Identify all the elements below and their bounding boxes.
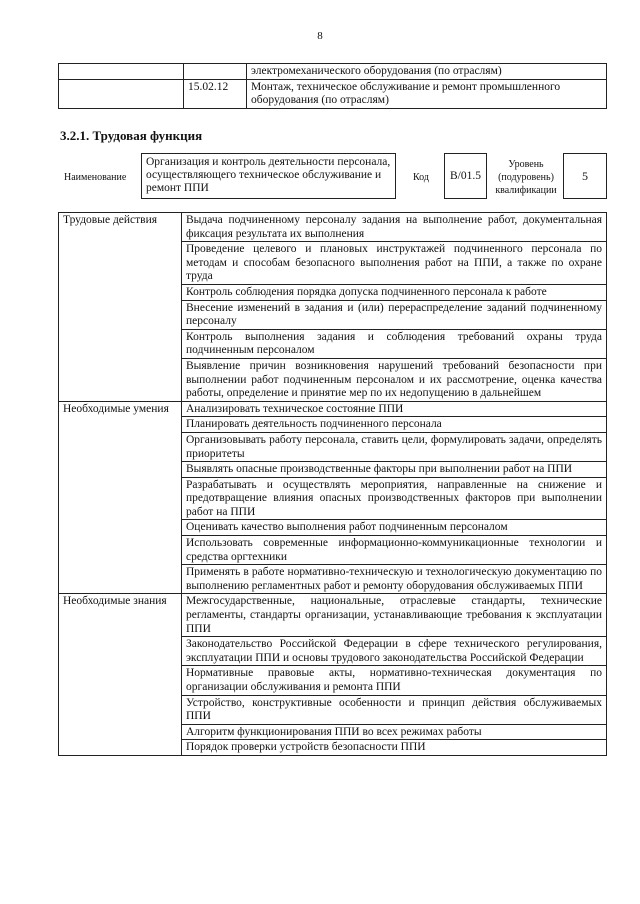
code-label: Код xyxy=(413,172,429,183)
category-required-knowledge: Необходимые знания xyxy=(59,594,182,756)
labor-action-item: Проведение целевого и плановых инструктажей подчиненного персонала по методам и способам безопасного выполнения работ на ППИ, а также по охране труда xyxy=(182,242,607,285)
category-labor-actions: Трудовые действия xyxy=(59,213,182,402)
table-cell-empty xyxy=(59,80,184,109)
category-required-skills: Необходимые умения xyxy=(59,401,182,594)
qualification-table xyxy=(58,63,607,109)
skill-item: Организовывать работу персонала, ставить цели, формулировать задачи, определять приоритеты xyxy=(182,432,607,461)
skill-item: Применять в работе нормативно-техническую и технологическую документацию по выполнению регламентных работ и ремонту оборудования обслуживаемых ППИ xyxy=(182,565,607,594)
table-row xyxy=(59,64,607,80)
knowledge-item: Порядок проверки устройств безопасности ППИ xyxy=(182,740,607,756)
name-label: Наименование xyxy=(64,172,127,183)
table-row xyxy=(59,594,607,637)
table-cell-empty xyxy=(59,64,184,80)
function-code: B/01.5 xyxy=(444,153,487,199)
specialty-name: Монтаж, техническое обслуживание и ремонт промышленного оборудования (по отраслям) xyxy=(247,80,607,109)
skill-item: Анализировать техническое состояние ППИ xyxy=(182,401,607,417)
labor-action-item: Контроль соблюдения порядка допуска подчиненного персонала к работе xyxy=(182,284,607,300)
level-label: Уровень (подуровень) квалификации xyxy=(495,159,557,196)
page-number: 8 xyxy=(317,30,323,42)
table-row xyxy=(59,401,607,417)
specialty-code xyxy=(184,64,247,80)
skill-item: Выявлять опасные производственные факторы при выполнении работ на ППИ xyxy=(182,462,607,478)
knowledge-item: Алгоритм функционирования ППИ во всех режимах работы xyxy=(182,724,607,740)
function-name: Организация и контроль деятельности персонала, осуществляющего техническое обслуживание и ремонт ППИ xyxy=(141,153,396,199)
specialty-name: электромеханического оборудования (по отраслям) xyxy=(247,64,607,80)
qualification-level: 5 xyxy=(563,153,607,199)
section-heading: 3.2.1. Трудовая функция xyxy=(60,128,203,143)
specialty-code: 15.02.12 xyxy=(184,80,247,109)
labor-function-table xyxy=(58,212,607,756)
skill-item: Разрабатывать и осуществлять мероприятия, направленные на снижение и предотвращение влияния опасных производственных факторов при выполнении работ на ППИ xyxy=(182,477,607,520)
knowledge-item: Нормативные правовые акты, нормативно-техническая документация по организации обслуживания и ремонта ППИ xyxy=(182,666,607,695)
labor-action-item: Контроль выполнения задания и соблюдения требований охраны труда подчиненным персоналом xyxy=(182,329,607,358)
table-row xyxy=(59,80,607,109)
labor-action-item: Внесение изменений в задания и (или) перераспределение заданий подчиненному персоналу xyxy=(182,300,607,329)
knowledge-item: Законодательство Российской Федерации в сфере технического регулирования, эксплуатации ППИ и основы трудового законодательства Российской Федерации xyxy=(182,637,607,666)
skill-item: Использовать современные информационно-коммуникационные технологии и средства оргтехники xyxy=(182,536,607,565)
knowledge-item: Межгосударственные, национальные, отраслевые стандарты, технические регламенты, стандарты организации, устанавливающие требования к эксплуатации ППИ xyxy=(182,594,607,637)
labor-action-item: Выявление причин возникновения нарушений требований безопасности при выполнении работ подчиненным персоналом и их рассмотрение, оценка качества работы, определение и принятие мер по их недопущению в дальнейшем xyxy=(182,358,607,401)
labor-action-item: Выдача подчиненному персоналу задания на выполнение работ, документальная фиксация результата их выполнения xyxy=(182,213,607,242)
skill-item: Оценивать качество выполнения работ подчиненным персоналом xyxy=(182,520,607,536)
skill-item: Планировать деятельность подчиненного персонала xyxy=(182,417,607,433)
knowledge-item: Устройство, конструктивные особенности и принцип действия обслуживаемых ППИ xyxy=(182,695,607,724)
table-row xyxy=(59,213,607,242)
